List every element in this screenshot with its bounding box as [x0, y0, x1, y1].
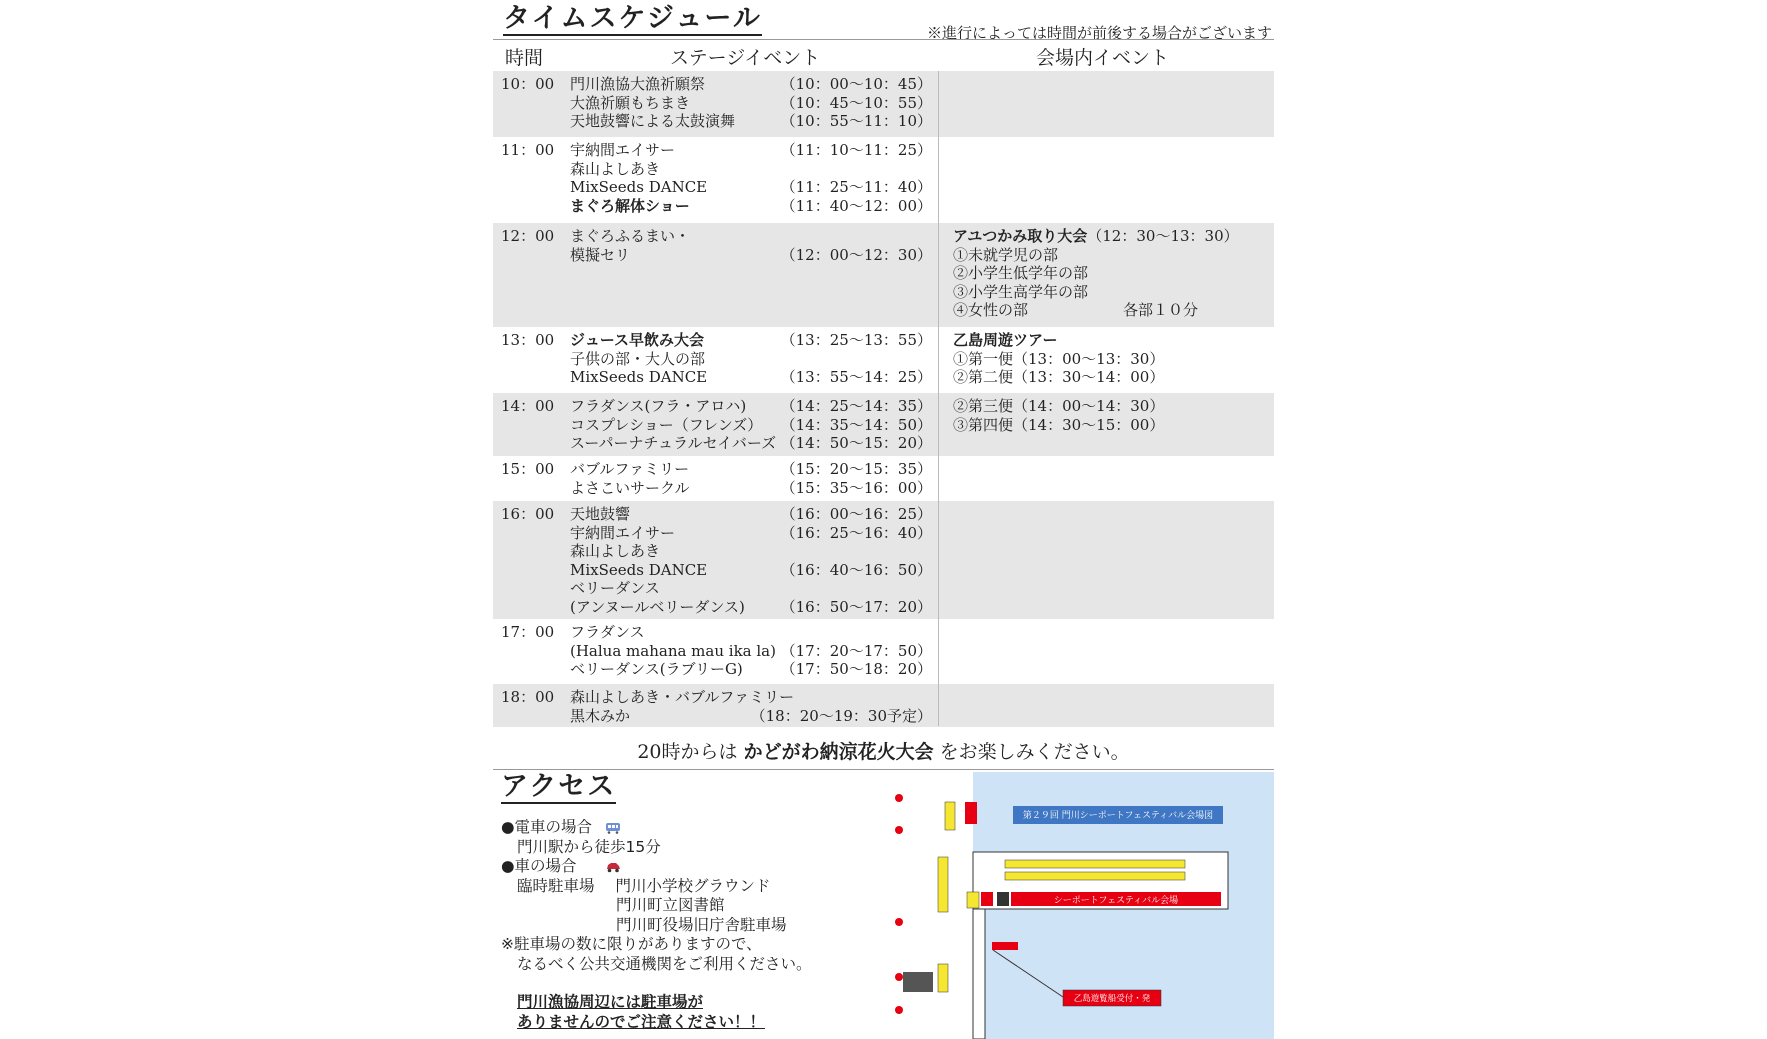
- event-name: フラダンス: [570, 623, 645, 641]
- stage-event: [570, 141, 934, 160]
- stage-event: [570, 542, 934, 561]
- event-name: ①未就学児の部: [953, 245, 1059, 264]
- event-time-slot: （12：00～12：30）: [780, 245, 932, 264]
- event-time-slot: （16：25～16：40）: [780, 523, 932, 542]
- stage-events: [570, 688, 934, 725]
- event-time-slot: （18：20～19：30予定）: [750, 706, 932, 725]
- parking-label: 臨時駐車場: [517, 876, 595, 895]
- event-time-slot: （11：25～11：40）: [780, 178, 932, 196]
- event-name: ベリーダンス: [570, 579, 660, 597]
- venue-map: [893, 772, 1274, 1039]
- stage-event: [570, 561, 934, 580]
- parking-item: 門川町役場旧庁舎駐車場: [616, 915, 787, 934]
- stage-event: [570, 75, 934, 94]
- stage-event: [570, 397, 934, 416]
- venue-event: [953, 283, 1271, 302]
- column-divider: [938, 71, 939, 726]
- stage-events: [570, 331, 934, 387]
- stage-event: [570, 350, 934, 369]
- event-name: 森山よしあき: [570, 542, 661, 560]
- event-name: ベリーダンス(ラブリーG): [570, 660, 743, 678]
- event-name: 森山よしあき・バブルファミリー: [570, 688, 795, 706]
- event-name: ジュース早飲み大会: [570, 331, 704, 349]
- event-name: MixSeeds DANCE: [570, 178, 708, 196]
- event-time-slot: （11：10～11：25）: [780, 141, 932, 159]
- stage-event: [570, 479, 934, 498]
- stage-event: [570, 178, 934, 197]
- row-time: 13：00: [501, 331, 555, 349]
- event-time-slot: （11：40～12：00）: [780, 196, 932, 215]
- event-name: 宇納間エイサー: [570, 141, 676, 159]
- event-name: まぐろふるまい・: [570, 227, 691, 245]
- no-entry-icon: [895, 1006, 903, 1014]
- stage-event: [570, 707, 934, 726]
- event-name: 子供の部・大人の部: [570, 349, 706, 368]
- no-entry-icon: [895, 918, 903, 926]
- event-name: まぐろ解体ショー: [570, 196, 690, 215]
- row-time: 12：00: [501, 227, 555, 245]
- fireworks-post: をお楽しみください。: [939, 741, 1130, 763]
- map-banner-text: 第２９回 門川シーポートフェスティバル会場図: [1022, 811, 1214, 821]
- stage-event: [570, 623, 934, 642]
- stage-event: [570, 416, 934, 435]
- schedule-note: ※進行によっては時間が前後する場合がございます: [926, 24, 1272, 42]
- venue-event: [953, 246, 1271, 265]
- venue-events: [953, 227, 1271, 320]
- stage-event: [570, 524, 934, 543]
- event-name: ②第二便（13：30～14：00）: [953, 368, 1165, 386]
- map-stall-row: [1005, 860, 1185, 868]
- parking-notice-1: ※駐車場の数に限りがありますので、: [501, 935, 762, 953]
- row-time: 10：00: [501, 75, 555, 93]
- event-name: 天地鼓響: [570, 505, 631, 523]
- stage-event: [570, 331, 934, 350]
- venue-event: [953, 397, 1271, 416]
- event-name: ②第三便（14：00～14：30）: [953, 397, 1165, 415]
- event-time-slot: （10：55～11：10）: [780, 112, 932, 130]
- event-name: MixSeeds DANCE: [570, 368, 708, 386]
- event-name: (Halua mahana mau ika la): [570, 641, 776, 660]
- schedule-row: [493, 684, 1274, 727]
- event-name: ①第一便（13：00～13：30）: [953, 349, 1165, 368]
- row-time: 18：00: [501, 688, 555, 706]
- access-title: アクセス: [501, 771, 617, 802]
- schedule-sheet: [493, 0, 1274, 1039]
- event-name: よさこいサークル: [570, 478, 690, 497]
- train-heading: [501, 818, 881, 838]
- event-name: ④女性の部: [953, 301, 1029, 319]
- no-entry-icon: [895, 794, 903, 802]
- map-stall: [945, 802, 955, 830]
- stage-events: [570, 505, 934, 616]
- schedule-row: [493, 619, 1274, 684]
- map-red-marker: [981, 892, 993, 906]
- event-name: 模擬セリ: [570, 245, 631, 264]
- parking-notice-2: なるべく公共交通機関をご利用ください。: [517, 954, 812, 973]
- event-time-slot: （14：25～14：35）: [780, 397, 932, 415]
- schedule-title: タイムスケジュール: [503, 3, 762, 34]
- stage-events: [570, 460, 934, 497]
- venue-event: [953, 368, 1271, 387]
- stage-event: [570, 246, 934, 265]
- map-land-road: [893, 772, 973, 1039]
- venue-event: [953, 350, 1271, 369]
- stage-event: [570, 505, 934, 524]
- event-name: 森山よしあき: [570, 159, 661, 178]
- venue-map-graphic: [893, 772, 1274, 1039]
- access-info: [501, 818, 881, 1032]
- event-name: 黒木みか: [570, 706, 631, 725]
- stage-event: [570, 94, 934, 113]
- venue-events: [953, 331, 1271, 387]
- stage-event: [570, 660, 934, 679]
- header-venue: 会場内イベント: [1036, 47, 1170, 69]
- stage-event: [570, 579, 934, 598]
- stage-event: [570, 460, 934, 479]
- no-entry-icon: [895, 826, 903, 834]
- event-name: バブルファミリー: [570, 460, 690, 478]
- car-heading: [501, 857, 881, 877]
- stage-events: [570, 227, 934, 264]
- map-stall: [938, 964, 948, 992]
- map-building: [903, 972, 933, 992]
- schedule-row: [493, 223, 1274, 327]
- stage-event: [570, 368, 934, 387]
- map-quay: [973, 909, 985, 1039]
- venue-event: [953, 416, 1271, 435]
- stage-events: [570, 75, 934, 131]
- train-label: ●電車の場合: [501, 818, 593, 836]
- event-time-slot: （17：50～18：20）: [780, 660, 932, 678]
- event-time-slot: （10：00～10：45）: [780, 75, 932, 93]
- header-stage: ステージイベント: [670, 47, 821, 69]
- no-entry-icon: [895, 973, 903, 981]
- event-time-slot: （16：40～16：50）: [780, 560, 932, 579]
- map-red-marker: [992, 942, 1018, 950]
- stage-event: [570, 642, 934, 661]
- parking-line: [501, 877, 881, 897]
- fireworks-event: かどがわ納涼花火大会: [743, 741, 934, 763]
- event-name: MixSeeds DANCE: [570, 560, 708, 579]
- venue-event: [953, 264, 1271, 283]
- event-name: ③第四便（14：30～15：00）: [953, 415, 1165, 434]
- event-time-slot: （15：20～15：35）: [780, 460, 932, 478]
- event-name: スーパーナチュラルセイバーズ: [570, 434, 777, 452]
- event-name: 天地鼓響による太鼓演舞: [570, 112, 736, 130]
- stage-events: [570, 141, 934, 215]
- event-time-slot: （12：30～13：30）: [1087, 227, 1239, 245]
- fireworks-pre: 20時からは: [637, 741, 738, 763]
- event-name: 乙島周遊ツアー: [953, 331, 1058, 349]
- map-stall: [967, 892, 979, 908]
- event-name: アユつかみ取り大会: [953, 227, 1088, 245]
- row-time: 14：00: [501, 397, 555, 415]
- venue-label: シーポートフェスティバル会場: [1053, 896, 1179, 906]
- event-name: (アンヌールベリーダンス): [570, 597, 745, 616]
- map-stall-row: [1005, 872, 1185, 880]
- fireworks-message: [493, 737, 1274, 764]
- event-name: コスプレショー（フレンズ）: [570, 415, 763, 434]
- venue-event: [953, 301, 1271, 320]
- venue-events: [953, 397, 1271, 434]
- event-name: 宇納間エイサー: [570, 523, 676, 542]
- stage-events: [570, 397, 934, 453]
- event-time-slot: 各部１０分: [1123, 301, 1199, 319]
- event-time-slot: （13：55～14：25）: [780, 368, 932, 386]
- event-time-slot: （10：45～10：55）: [780, 93, 932, 112]
- parking-warning-1: 門川漁協周辺には駐車場が: [517, 993, 704, 1011]
- parking-item: 門川小学校グラウンド: [615, 876, 771, 895]
- map-dark-marker: [997, 892, 1009, 906]
- event-time-slot: （15：35～16：00）: [780, 478, 932, 497]
- schedule-row: [493, 456, 1274, 501]
- header-time: 時間: [505, 47, 544, 69]
- schedule-row: [493, 71, 1274, 137]
- stage-event: [570, 160, 934, 179]
- venue-event: [953, 227, 1271, 246]
- event-name: ②小学生低学年の部: [953, 264, 1089, 282]
- event-time-slot: （16：50～17：20）: [780, 597, 932, 616]
- map-stall: [938, 857, 948, 912]
- event-name: ③小学生高学年の部: [953, 282, 1089, 301]
- row-time: 15：00: [501, 460, 555, 478]
- boat-reception-label: 乙島遊覧船受付・発: [1073, 994, 1151, 1004]
- event-name: フラダンス(フラ・アロハ): [570, 397, 747, 415]
- event-time-slot: （14：50～15：20）: [780, 434, 932, 452]
- schedule-header: [493, 39, 1274, 73]
- event-time-slot: （14：35～14：50）: [780, 415, 932, 434]
- train-text: 門川駅から徒歩15分: [517, 837, 661, 856]
- stage-event: [570, 197, 934, 216]
- parking-item: 門川町立図書館: [616, 896, 725, 914]
- stage-event: [570, 434, 934, 453]
- row-time: 16：00: [501, 505, 555, 523]
- event-name: 大漁祈願もちまき: [570, 93, 691, 112]
- row-time: 11：00: [501, 141, 555, 159]
- train-icon: [605, 822, 621, 834]
- stage-event: [570, 688, 934, 707]
- map-red-marker: [965, 802, 977, 824]
- schedule-row: [493, 137, 1274, 223]
- stage-event: [570, 112, 934, 131]
- car-label: ●車の場合: [501, 857, 577, 875]
- schedule-row: [493, 501, 1274, 619]
- schedule-row: [493, 393, 1274, 456]
- car-icon: [605, 861, 621, 873]
- stage-event: [570, 598, 934, 617]
- event-time-slot: （13：25～13：55）: [780, 331, 932, 349]
- event-time-slot: （16：00～16：25）: [780, 505, 932, 523]
- schedule-row: [493, 327, 1274, 393]
- stage-events: [570, 623, 934, 679]
- stage-event: [570, 227, 934, 246]
- event-name: 門川漁協大漁祈願祭: [570, 75, 706, 93]
- section-divider: [493, 769, 1274, 770]
- event-time-slot: （17：20～17：50）: [780, 641, 932, 660]
- venue-event: [953, 331, 1271, 350]
- row-time: 17：00: [501, 623, 555, 641]
- parking-warning-2: ありませんのでご注意ください！！: [517, 1012, 766, 1031]
